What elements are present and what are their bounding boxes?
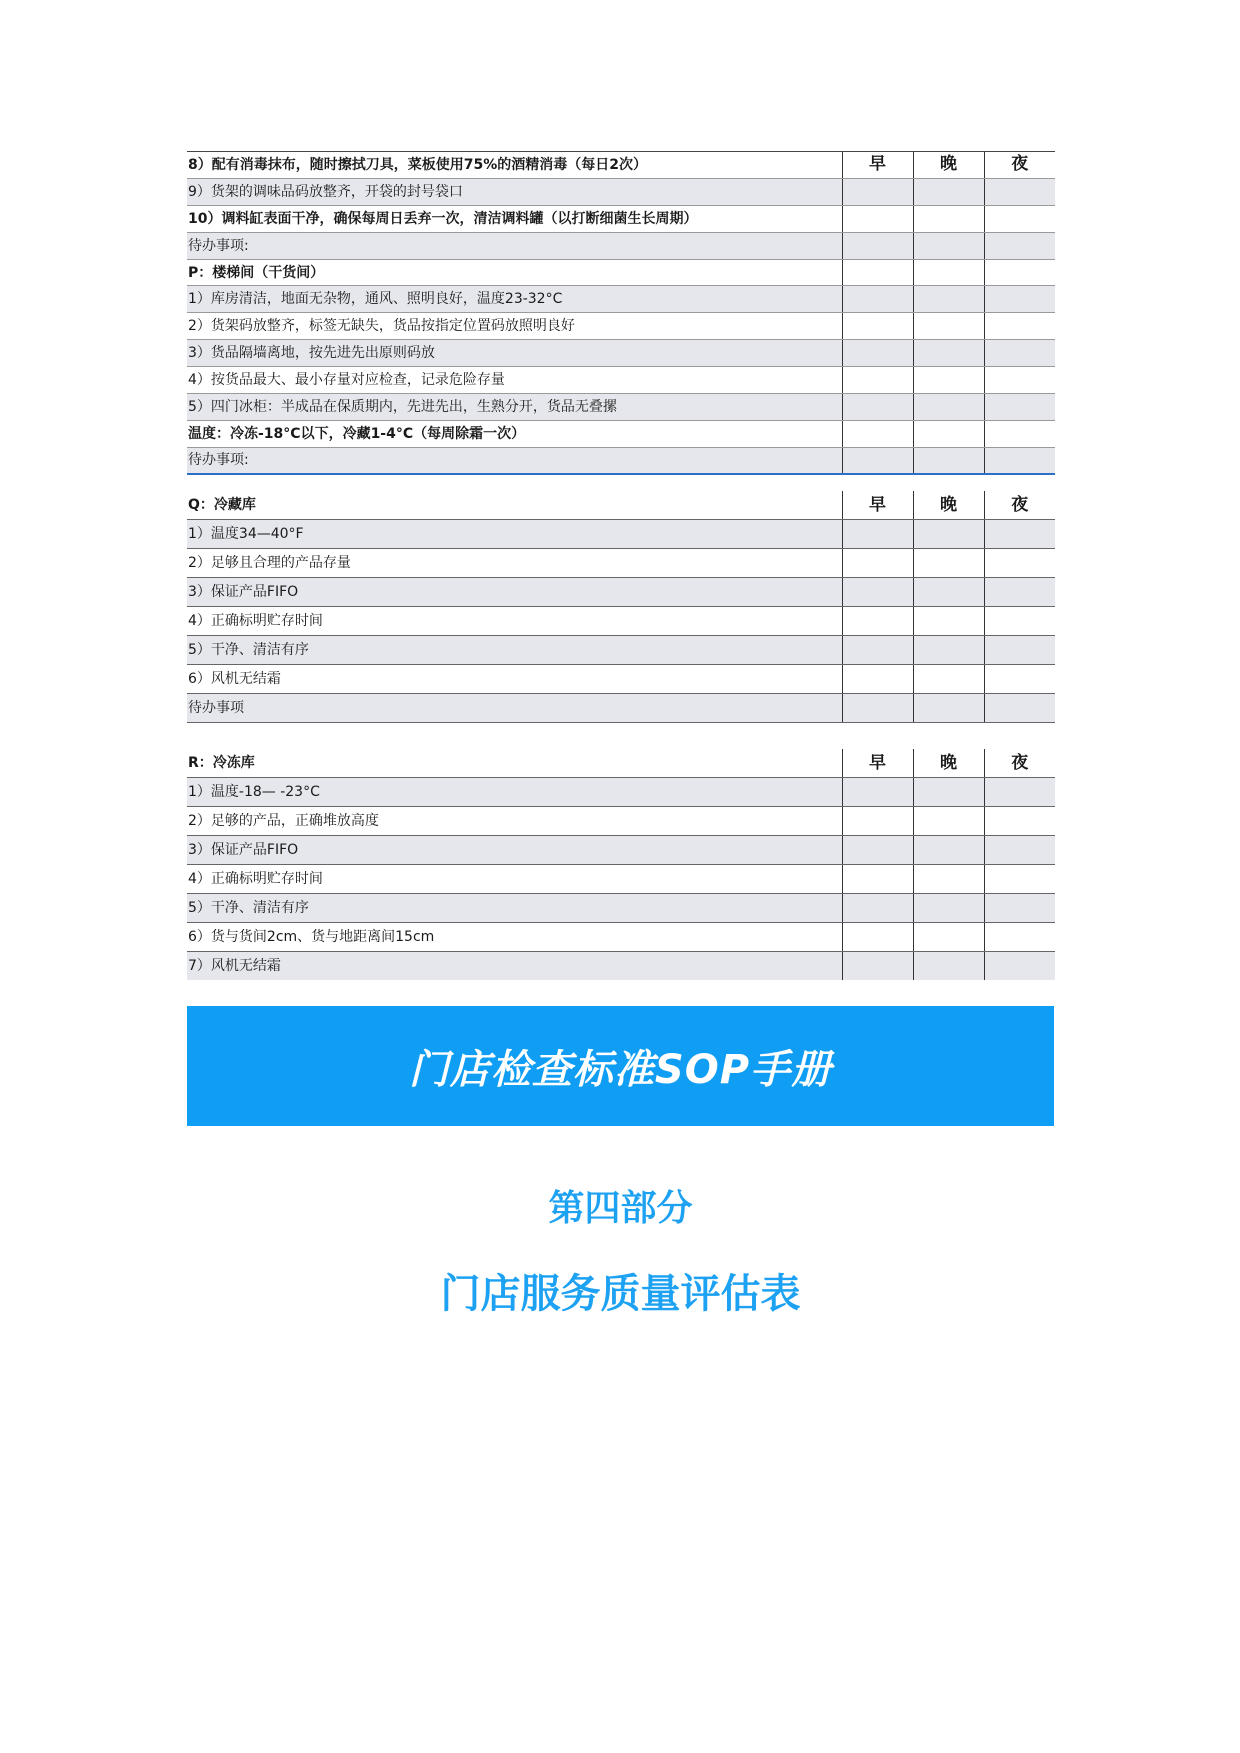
table-row: [187, 951, 1055, 980]
check-cell-morning[interactable]: [842, 836, 913, 865]
check-cell-morning[interactable]: [842, 340, 913, 367]
check-cell-morning[interactable]: [842, 578, 913, 607]
check-cell-night[interactable]: [984, 394, 1055, 421]
check-cell-evening[interactable]: [913, 951, 984, 980]
check-cell-evening[interactable]: [913, 549, 984, 578]
check-cell-evening[interactable]: [913, 865, 984, 894]
checklist-body-main: [187, 152, 1055, 475]
table-row: [187, 340, 1055, 367]
check-cell-morning[interactable]: [842, 549, 913, 578]
checklist-table-main: [187, 151, 1055, 475]
check-cell-morning[interactable]: [842, 607, 913, 636]
checklist-item-text: 2）货架码放整齐，标签无缺失，货品按指定位置码放照明良好: [187, 313, 842, 340]
check-cell-evening[interactable]: [913, 693, 984, 722]
check-cell-evening[interactable]: [913, 520, 984, 549]
manual-banner: [187, 1006, 1054, 1126]
checklist-item-text: 3）保证产品FIFO: [187, 578, 842, 607]
check-cell-night[interactable]: [984, 205, 1055, 232]
check-cell-morning[interactable]: [842, 865, 913, 894]
section-title: R：冷冻库: [187, 749, 842, 778]
checklist-item-text: 待办事项:: [187, 232, 842, 259]
check-cell-morning[interactable]: [842, 635, 913, 664]
check-cell-evening[interactable]: [913, 807, 984, 836]
column-morning: 早: [842, 491, 913, 520]
check-cell-evening[interactable]: [913, 205, 984, 232]
check-cell-night[interactable]: [984, 259, 1055, 286]
check-cell-morning[interactable]: [842, 664, 913, 693]
column-evening: 晚: [913, 749, 984, 778]
table-header-row: [187, 749, 1055, 778]
part-title: 门店服务质量评估表: [440, 1271, 801, 1317]
check-cell-night[interactable]: [984, 520, 1055, 549]
checklist-item-text: 4）正确标明贮存时间: [187, 607, 842, 636]
checklist-item-text: 温度：冷冻-18°C以下，冷藏1-4°C（每周除霜一次）: [187, 420, 842, 447]
table-row: [187, 635, 1055, 664]
check-cell-night[interactable]: [984, 549, 1055, 578]
table-row: [187, 205, 1055, 232]
check-cell-night[interactable]: [984, 635, 1055, 664]
check-cell-night[interactable]: [984, 607, 1055, 636]
checklist-item-text: 7）风机无结霜: [187, 951, 842, 980]
check-cell-morning[interactable]: [842, 778, 913, 807]
column-night: 夜: [984, 749, 1055, 778]
check-cell-morning[interactable]: [842, 922, 913, 951]
check-cell-evening[interactable]: [913, 922, 984, 951]
check-cell-evening[interactable]: [913, 578, 984, 607]
checklist-body-freezer: [187, 749, 1055, 980]
checklist-item-text: 6）货与货间2cm、货与地距离间15cm: [187, 922, 842, 951]
table-row: [187, 232, 1055, 259]
check-cell-evening[interactable]: [913, 664, 984, 693]
check-cell-morning[interactable]: [842, 394, 913, 421]
table-row: [187, 693, 1055, 722]
table-row: [187, 922, 1055, 951]
table-row: [187, 286, 1055, 313]
check-cell-morning[interactable]: [842, 420, 913, 447]
table-row: [187, 367, 1055, 394]
check-cell-evening[interactable]: [913, 340, 984, 367]
checklist-item-text: 5）干净、清洁有序: [187, 893, 842, 922]
column-night: 夜: [984, 491, 1055, 520]
check-cell-morning[interactable]: [842, 259, 913, 286]
check-cell-evening[interactable]: [913, 607, 984, 636]
check-cell-night[interactable]: [984, 951, 1055, 980]
table-row: [187, 836, 1055, 865]
check-cell-morning[interactable]: [842, 367, 913, 394]
checklist-item-text: 1）温度-18— -23°C: [187, 778, 842, 807]
check-cell-night[interactable]: [984, 778, 1055, 807]
table-row: [187, 447, 1055, 474]
table-row: [187, 259, 1055, 286]
check-cell-night[interactable]: [984, 178, 1055, 205]
checklist-item-text: 4）正确标明贮存时间: [187, 865, 842, 894]
check-cell-evening[interactable]: [913, 313, 984, 340]
check-cell-evening[interactable]: [913, 286, 984, 313]
check-cell-night[interactable]: [984, 340, 1055, 367]
check-cell-night[interactable]: [984, 578, 1055, 607]
check-cell-night[interactable]: [984, 922, 1055, 951]
column-evening: 晚: [913, 491, 984, 520]
table-row: [187, 152, 1055, 179]
banner-title: 门店检查标准SOP手册: [408, 1046, 833, 1093]
table-row: [187, 607, 1055, 636]
check-cell-morning[interactable]: [842, 178, 913, 205]
check-cell-morning[interactable]: [842, 447, 913, 474]
check-cell-morning[interactable]: [842, 313, 913, 340]
check-cell-night[interactable]: [984, 893, 1055, 922]
check-cell-evening[interactable]: [913, 635, 984, 664]
column-morning: 早: [842, 749, 913, 778]
table-row: [187, 178, 1055, 205]
check-cell-evening[interactable]: [913, 447, 984, 474]
checklist-item-text: 8）配有消毒抹布，随时擦拭刀具，菜板使用75%的酒精消毒（每日2次）: [187, 152, 842, 179]
checklist-item-text: 3）货品隔墙离地，按先进先出原则码放: [187, 340, 842, 367]
checklist-item-text: P：楼梯间（干货间）: [187, 259, 842, 286]
check-cell-evening[interactable]: 晚: [913, 152, 984, 179]
checklist-item-text: 3）保证产品FIFO: [187, 836, 842, 865]
table-header-row: [187, 491, 1055, 520]
check-cell-morning[interactable]: [842, 520, 913, 549]
table-row: [187, 549, 1055, 578]
check-cell-morning[interactable]: [842, 286, 913, 313]
checklist-item-text: 待办事项:: [187, 447, 842, 474]
check-cell-evening[interactable]: [913, 259, 984, 286]
check-cell-morning[interactable]: [842, 205, 913, 232]
checklist-table-cold-storage: [187, 491, 1055, 723]
checklist-item-text: 9）货架的调味品码放整齐，开袋的封号袋口: [187, 178, 842, 205]
check-cell-morning[interactable]: [842, 232, 913, 259]
check-cell-night[interactable]: [984, 286, 1055, 313]
checklist-table-freezer: [187, 749, 1055, 980]
check-cell-night[interactable]: [984, 865, 1055, 894]
part-label: 第四部分: [548, 1188, 693, 1229]
check-cell-night[interactable]: [984, 836, 1055, 865]
check-cell-evening[interactable]: [913, 394, 984, 421]
check-cell-evening[interactable]: [913, 778, 984, 807]
checklist-item-text: 1）温度34—40°F: [187, 520, 842, 549]
check-cell-evening[interactable]: [913, 420, 984, 447]
check-cell-morning[interactable]: [842, 693, 913, 722]
table-row: [187, 807, 1055, 836]
checklist-item-text: 10）调料缸表面干净，确保每周日丢弃一次，清洁调料罐（以打断细菌生长周期）: [187, 205, 842, 232]
checklist-item-text: 6）风机无结霜: [187, 664, 842, 693]
check-cell-evening[interactable]: [913, 367, 984, 394]
table-row: [187, 578, 1055, 607]
checklist-item-text: 4）按货品最大、最小存量对应检查，记录危险存量: [187, 367, 842, 394]
check-cell-evening[interactable]: [913, 836, 984, 865]
check-cell-night[interactable]: [984, 447, 1055, 474]
check-cell-night[interactable]: [984, 807, 1055, 836]
check-cell-night[interactable]: [984, 232, 1055, 259]
table-row: [187, 520, 1055, 549]
check-cell-night[interactable]: [984, 693, 1055, 722]
check-cell-evening[interactable]: [913, 178, 984, 205]
check-cell-morning[interactable]: 早: [842, 152, 913, 179]
checklist-body-cold-storage: [187, 491, 1055, 722]
check-cell-night[interactable]: [984, 313, 1055, 340]
table-row: [187, 865, 1055, 894]
checklist-item-text: 2）足够的产品，正确堆放高度: [187, 807, 842, 836]
table-row: [187, 664, 1055, 693]
check-cell-evening[interactable]: [913, 232, 984, 259]
check-cell-night[interactable]: 夜: [984, 152, 1055, 179]
section-title: Q：冷藏库: [187, 491, 842, 520]
check-cell-morning[interactable]: [842, 807, 913, 836]
check-cell-night[interactable]: [984, 420, 1055, 447]
table-row: [187, 893, 1055, 922]
checklist-item-text: 待办事项: [187, 693, 842, 722]
check-cell-evening[interactable]: [913, 893, 984, 922]
check-cell-night[interactable]: [984, 664, 1055, 693]
checklist-item-text: 5）四门冰柜：半成品在保质期内，先进先出，生熟分开，货品无叠摞: [187, 394, 842, 421]
checklist-item-text: 5）干净、清洁有序: [187, 635, 842, 664]
checklist-item-text: 1）库房清洁，地面无杂物，通风、照明良好，温度23-32°C: [187, 286, 842, 313]
check-cell-night[interactable]: [984, 367, 1055, 394]
check-cell-morning[interactable]: [842, 951, 913, 980]
table-row: [187, 778, 1055, 807]
table-row: [187, 420, 1055, 447]
table-row: [187, 313, 1055, 340]
checklist-item-text: 2）足够且合理的产品存量: [187, 549, 842, 578]
check-cell-morning[interactable]: [842, 893, 913, 922]
table-row: [187, 394, 1055, 421]
